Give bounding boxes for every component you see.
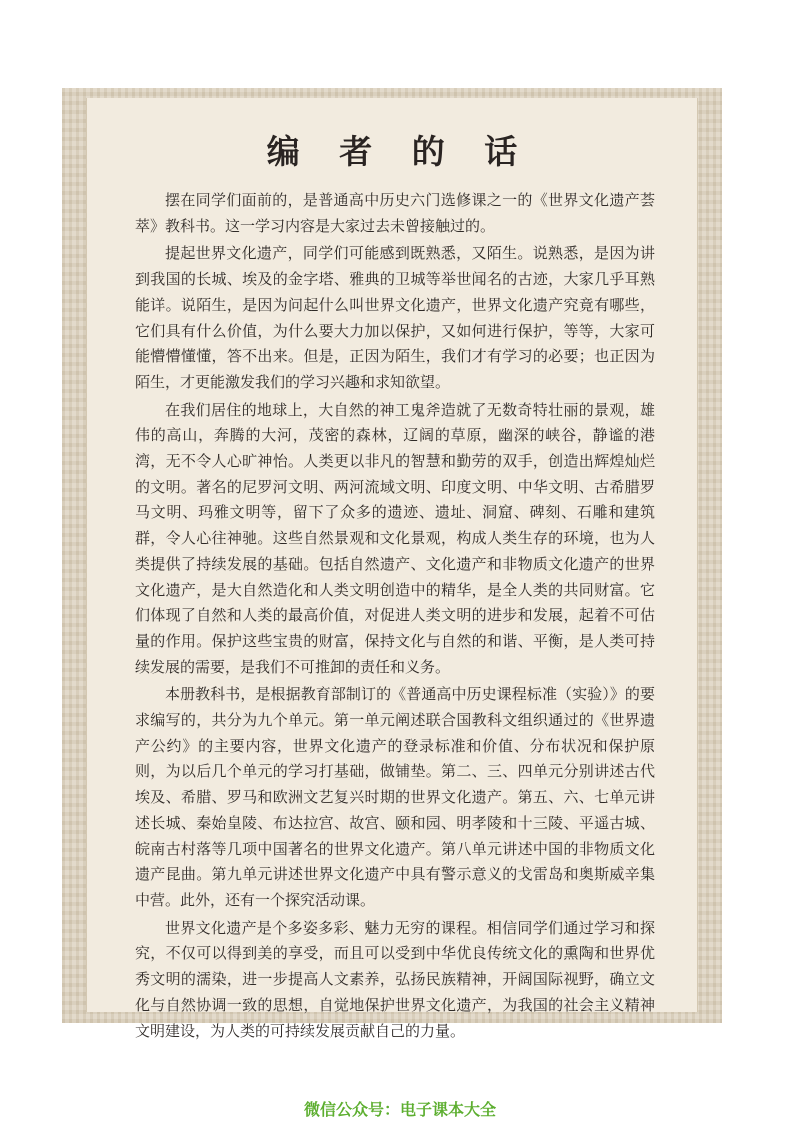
paragraph: 本册教科书，是根据教育部制订的《普通高中历史课程标准（实验）》的要求编写的，共分为九个单元。第一单元阐述联合国教科文组织通过的《世界遗产公约》的主要内容，世界文化遗产的登录标准和价值、分布状况和保护原则，为以后几个单元的学习打基础，做铺垫。第二、三、四单元分别讲述古代埃及、希腊、罗马和欧洲文艺复兴时期的世界文化遗产。第五、六、七单元讲述长城、秦始皇陵、布达拉宫、故宫、颐和园、明孝陵和十三陵、平遥古城、皖南古村落等几项中国著名的世界文化遗产。第八单元讲述中国的非物质文化遗产昆曲。第九单元讲述世界文化遗产中具有警示意义的戈雷岛和奥斯威辛集中营。此外，还有一个探究活动课。: [135, 685, 655, 909]
document-page: [86, 98, 698, 1040]
paragraph: 提起世界文化遗产，同学们可能感到既熟悉，又陌生。说熟悉，是因为讲到我国的长城、埃及的金字塔、雅典的卫城等举世闻名的古迹，大家几乎耳熟能详。说陌生，是因为问起什么叫世界文化遗产，世界文化遗产究竟有哪些，它们具有什么价值，为什么要大力加以保护，又如何进行保护，等等，大家可能懵懵懂懂，答不出来。但是，正因为陌生，我们才有学习的必要；也正因为陌生，才更能激发我们的学习兴趣和求知欲望。: [135, 244, 655, 391]
decorative-page-border: [62, 88, 722, 1040]
paragraph: 世界文化遗产是个多姿多彩、魅力无穷的课程。相信同学们通过学习和探究，不仅可以得到美的享受，而且可以受到中华优良传统文化的熏陶和世界优秀文明的濡染，进一步提高人文素养，弘扬民族精神，开阔国际视野，确立文化与自然协调一致的思想，自觉地保护世界文化遗产，为我国的社会主义精神文明建设，为人类的可持续发展贡献自己的力量。: [135, 918, 655, 1040]
paragraph: 摆在同学们面前的，是普通高中历史六门选修课之一的《世界文化遗产荟萃》教科书。这一学习内容是大家过去未曾接触过的。: [135, 191, 655, 235]
paragraph: 在我们居住的地球上，大自然的神工鬼斧造就了无数奇特壮丽的景观，雄伟的高山，奔腾的大河，茂密的森林，辽阔的草原，幽深的峡谷，静谧的港湾，无不令人心旷神怡。人类更以非凡的智慧和勤劳的双手，创造出辉煌灿烂的文明。著名的尼罗河文明、两河流域文明、印度文明、中华文明、古希腊罗马文明、玛雅文明等，留下了众多的遗迹、遗址、洞窟、碑刻、石雕和建筑群，令人心往神驰。这些自然景观和文化景观，构成人类生存的环境，也为人类提供了持续发展的基础。包括自然遗产、文化遗产和非物质文化遗产的世界文化遗产，是大自然造化和人类文明创造中的精华，是全人类的共同财富。它们体现了自然和人类的最高价值，对促进人类文明的进步和发展，起着不可估量的作用。保护这些宝贵的财富，保持文化与自然的和谐、平衡，是人类可持续发展的需要，是我们不可推卸的责任和义务。: [135, 400, 655, 676]
document-body: [135, 188, 655, 1046]
page-title: 编 者 的 话: [266, 132, 532, 171]
watermark-text: 微信公众号：电子课本大全: [303, 1100, 496, 1119]
